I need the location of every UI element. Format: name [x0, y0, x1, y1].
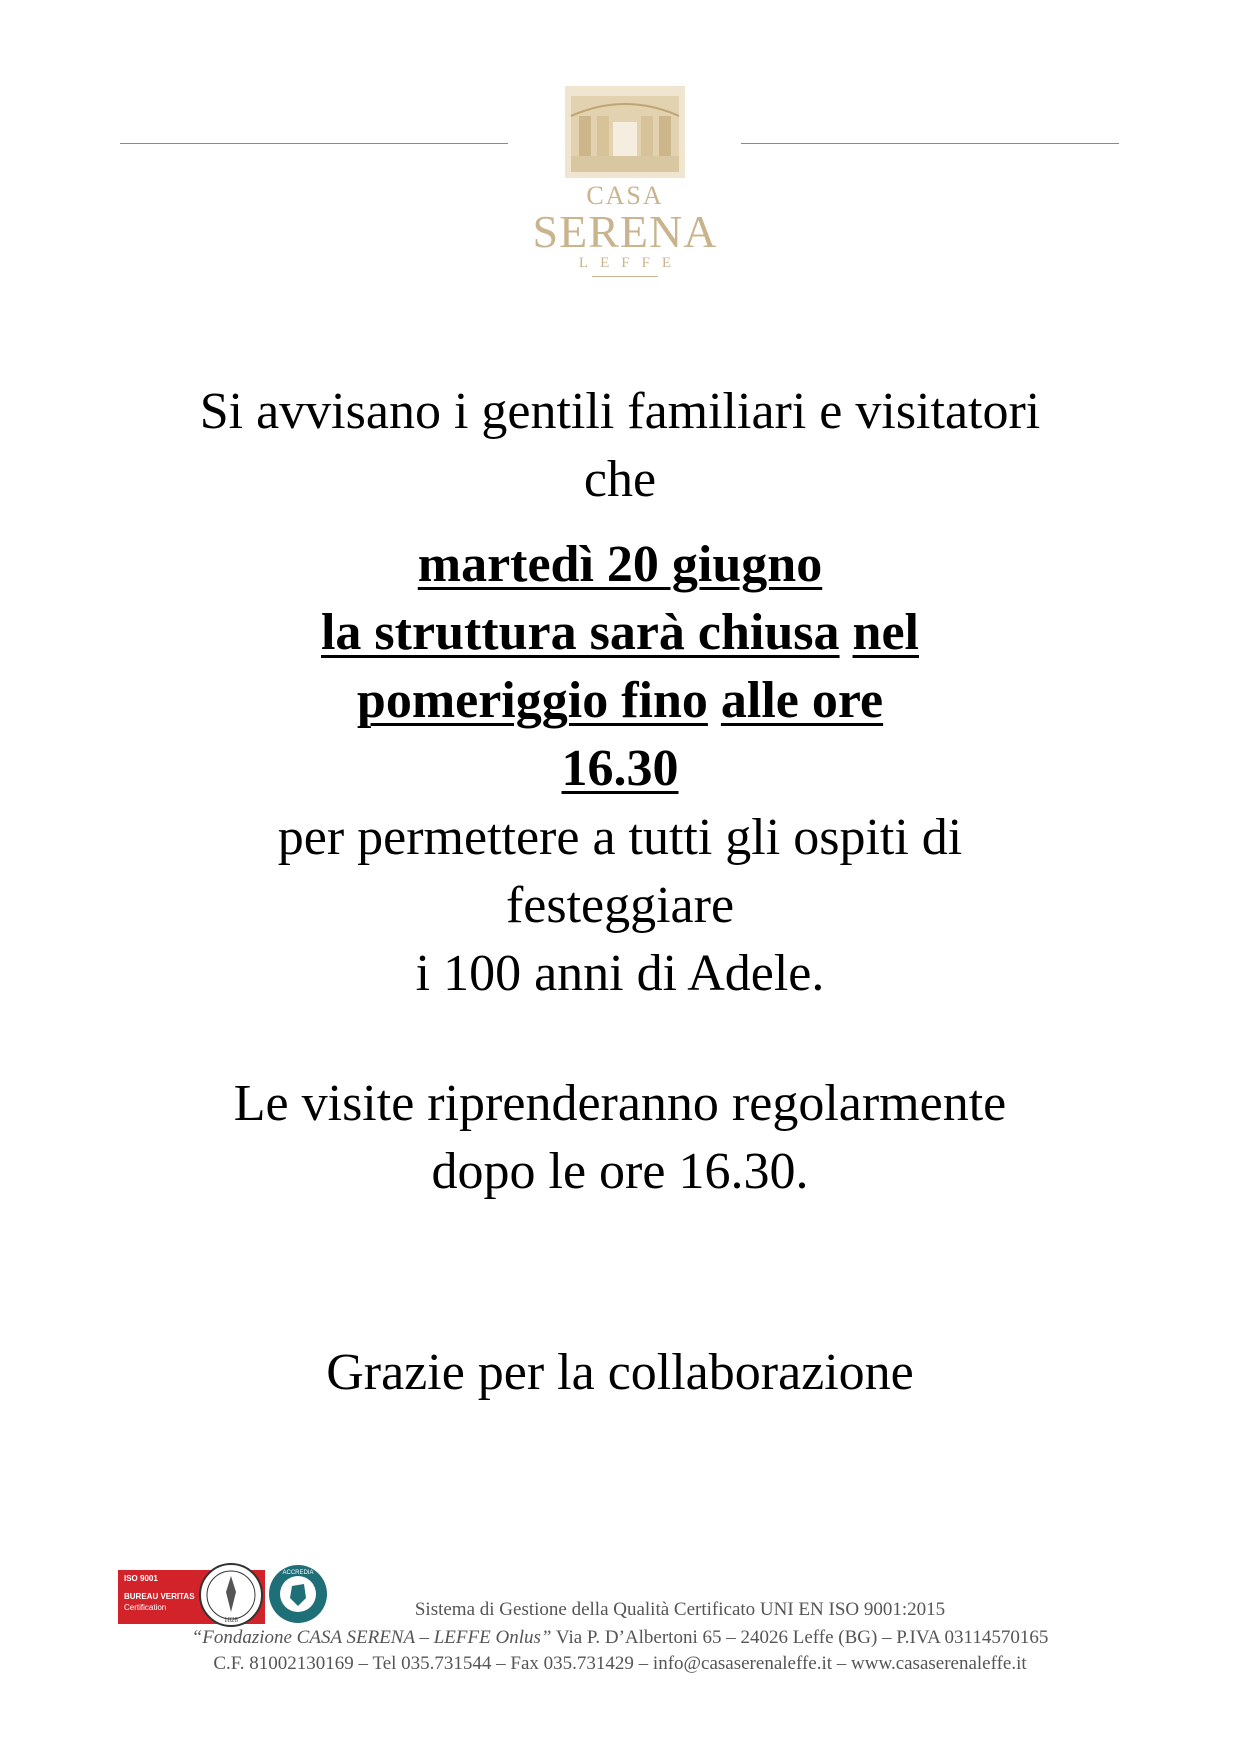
intro-line-2: che [583, 451, 657, 508]
intro-line-1: Si avvisano i gentili familiari e visitatori [199, 383, 1041, 440]
foundation-address-line [100, 1626, 1140, 1650]
resume-line-1: Le visite riprenderanno regolarmente [233, 1075, 1007, 1132]
quality-system-line: Sistema di Gestione della Qualità Certificato UNI EN ISO 9001:2015 [414, 1599, 946, 1620]
closure-until: alle ore [720, 672, 884, 729]
reason-line-3: i 100 anni di Adele. [415, 945, 825, 1002]
logo-underline [592, 276, 658, 277]
bv-cert-label: Certification [124, 1603, 167, 1612]
casa-serena-logo [530, 86, 720, 276]
building-illustration [565, 86, 685, 178]
notice-resume [100, 1070, 1140, 1206]
thanks-line: Grazie per la collaborazione [326, 1344, 914, 1401]
closure-line-2 [100, 599, 1140, 667]
closure-line-3 [100, 667, 1140, 735]
reason-line-1: per permettere a tutti gli ospiti di [277, 809, 963, 866]
closure-time: 16.30 [561, 740, 679, 797]
notice-intro [100, 378, 1140, 514]
closure-nel: nel [852, 604, 919, 661]
closure-structure: la struttura sarà chiusa [320, 604, 840, 661]
notice-thanks [100, 1339, 1140, 1407]
logo-leffe-text: LEFFE [578, 255, 684, 271]
resume-line-2: dopo le ore 16.30. [431, 1143, 809, 1200]
foundation-contact-line: C.F. 81002130169 – Tel 035.731544 – Fax 035.731429 – info@casaserenaleffe.it – www.casaserenaleffe.it [213, 1653, 1027, 1674]
closure-time-line [100, 735, 1140, 803]
foundation-address: Via P. D’Albertoni 65 – 24026 Leffe (BG) – P.IVA 03114570165 [555, 1627, 1049, 1648]
notice-reason [100, 804, 1140, 1008]
bv-seal-year: 1828 [224, 1616, 238, 1624]
closure-date-line [100, 531, 1140, 599]
notice-closure [100, 531, 1140, 803]
closure-date: martedì 20 giugno [417, 536, 823, 593]
logo-serena-text: SERENA [532, 206, 718, 257]
foundation-name: “Fondazione CASA SERENA – LEFFE Onlus” [191, 1627, 552, 1648]
reason-line-2: festeggiare [505, 877, 735, 934]
bv-name-label: BUREAU VERITAS [124, 1592, 195, 1601]
bv-iso-label: ISO 9001 [124, 1574, 158, 1583]
header-rule-left [120, 143, 508, 144]
accredia-label: ACCREDIA [282, 1570, 314, 1576]
logo-casa-text: CASA [586, 181, 664, 210]
closure-afternoon: pomeriggio fino [356, 672, 708, 729]
header-rule-right [741, 143, 1119, 144]
